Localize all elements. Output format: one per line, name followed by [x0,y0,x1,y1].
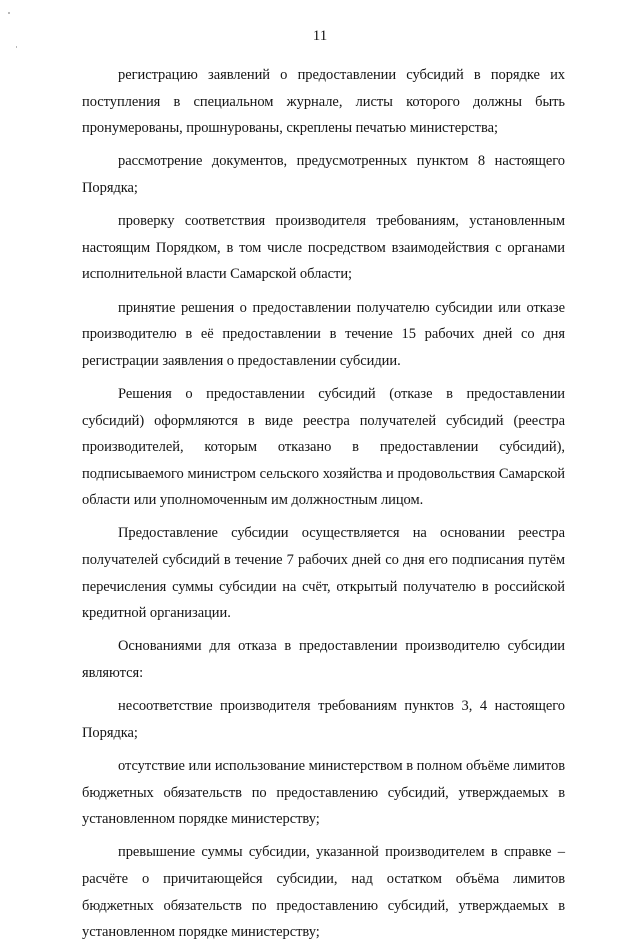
paragraph: рассмотрение документов, предусмотренных пунктом 8 настоящего Порядка; [82,153,565,196]
paragraph: превышение суммы субсидии, указанной производителем в справке – расчёте о причитающейся субсидии, над остатком объёма лимитов бюджетных обязательств по предоставлению субсидий, утверждаемых в установленном порядке министерству; [82,844,565,941]
paragraph: проверку соответствия производителя требованиям, установленным настоящим Порядком, в том числе посредством взаимодействия с органами исполнительной власти Самарской области; [82,213,565,283]
paragraph: Основаниями для отказа в предоставлении производителю субсидии являются: [82,638,565,682]
paragraph: Решения о предоставлении субсидий (отказе в предоставлении субсидий) оформляются в виде реестра получателей субсидий (реестра производителей, которым отказано в предоставлении субсидий), подписываемого министром сельского хозяйства и продовольствия Самарской области или уполномоченным им должностным лицом. [82,385,565,509]
paragraph: Предоставление субсидии осуществляется на основании реестра получателей субсидий в течение 7 рабочих дней со дня его подписания путём перечисления суммы субсидии на счёт, открытый получателю в российской кредитной организации. [82,525,565,622]
page-number: 11 [312,28,328,44]
paragraph: принятие решения о предоставлении получателю субсидии или отказе производителю в её предоставлении в течение 15 рабочих дней со дня регистрации заявления о предоставлении субсидии. [82,299,565,369]
document-body [82,62,565,952]
scan-speck [16,46,17,48]
paragraph: несоответствие производителя требованиям пунктов 3, 4 настоящего Порядка; [82,698,565,741]
paragraph: отсутствие или использование министерством в полном объёме лимитов бюджетных обязательств по предоставлению субсидий, утверждаемых в установленном порядке министерству; [82,758,565,828]
paragraph: регистрацию заявлений о предоставлении субсидий в порядке их поступления в специальном журнале, листы которого должны быть пронумерованы, прошнурованы, скреплены печатью министерства; [82,67,565,137]
scan-speck [8,12,10,14]
